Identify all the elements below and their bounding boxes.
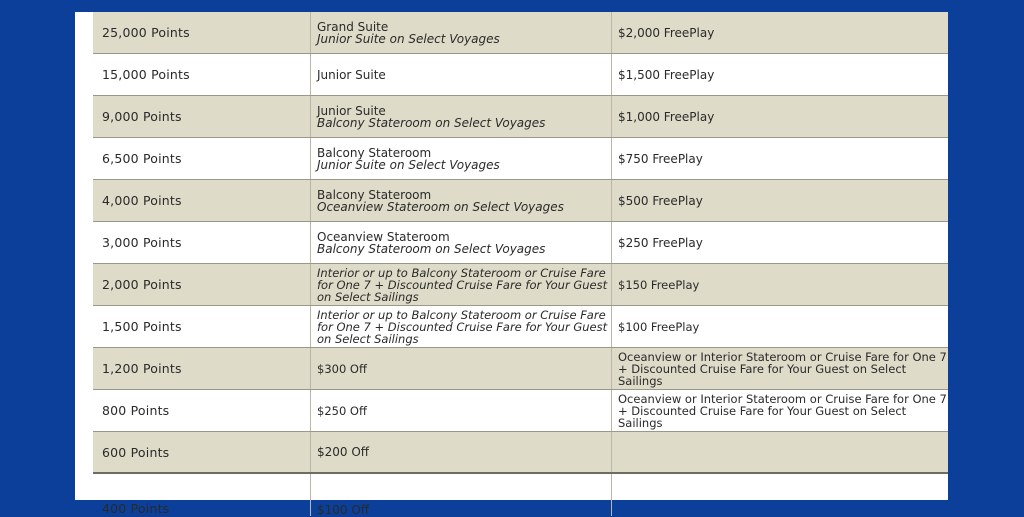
points-cell: 15,000 Points	[102, 67, 190, 82]
room-cell: Oceanview Stateroom Balcony Stateroom on Select Voyages	[310, 222, 611, 263]
freeplay-cell: $500 FreePlay	[611, 180, 948, 221]
table-row	[93, 474, 948, 516]
freeplay-cell: $100 FreePlay	[611, 306, 948, 347]
points-cell: 1,200 Points	[102, 361, 182, 376]
points-cell: 800 Points	[102, 403, 170, 418]
table-row	[93, 54, 948, 96]
room-cell: $100 Off	[310, 474, 611, 516]
room-cell: $200 Off	[310, 432, 611, 472]
table-row	[93, 432, 948, 474]
points-cell: 3,000 Points	[102, 235, 182, 250]
points-cell: 25,000 Points	[102, 25, 190, 40]
freeplay-cell	[611, 474, 948, 516]
table-row	[93, 306, 948, 348]
points-cell: 400 Points	[102, 501, 170, 516]
points-cell: 9,000 Points	[102, 109, 182, 124]
freeplay-cell: $250 FreePlay	[611, 222, 948, 263]
room-cell: Interior or up to Balcony Stateroom or Cruise Fare for One 7 + Discounted Cruise Fare for Your Guest on Select Sailings	[310, 264, 611, 305]
freeplay-cell: Oceanview or Interior Stateroom or Cruise Fare for One 7 + Discounted Cruise Fare for Your Guest on Select Sailings	[611, 390, 948, 431]
freeplay-cell	[611, 432, 948, 472]
room-cell: Balcony Stateroom Oceanview Stateroom on Select Voyages	[310, 180, 611, 221]
freeplay-cell: $750 FreePlay	[611, 138, 948, 179]
freeplay-cell: Oceanview or Interior Stateroom or Cruise Fare for One 7 + Discounted Cruise Fare for Your Guest on Select Sailings	[611, 348, 948, 389]
freeplay-cell: $150 FreePlay	[611, 264, 948, 305]
table-row	[93, 96, 948, 138]
freeplay-cell: $1,500 FreePlay	[611, 54, 948, 95]
table-row	[93, 180, 948, 222]
document-frame	[75, 12, 948, 517]
freeplay-cell: $1,000 FreePlay	[611, 96, 948, 137]
room-cell: Grand Suite Junior Suite on Select Voyages	[310, 12, 611, 53]
room-cell: Junior Suite Balcony Stateroom on Select Voyages	[310, 96, 611, 137]
points-cell: 600 Points	[102, 444, 170, 460]
points-cell: 1,500 Points	[102, 319, 182, 334]
table-row	[93, 222, 948, 264]
room-cell: Junior Suite	[310, 54, 611, 95]
table-row	[93, 348, 948, 390]
table-row	[93, 264, 948, 306]
room-cell: Interior or up to Balcony Stateroom or Cruise Fare for One 7 + Discounted Cruise Fare for Your Guest on Select Sailings	[310, 306, 611, 347]
rewards-table	[93, 12, 948, 516]
freeplay-cell: $2,000 FreePlay	[611, 12, 948, 53]
table-row	[93, 138, 948, 180]
room-cell: $250 Off	[310, 390, 611, 431]
room-cell: $300 Off	[310, 348, 611, 389]
room-cell: Balcony Stateroom Junior Suite on Select Voyages	[310, 138, 611, 179]
table-row	[93, 390, 948, 432]
table-row	[93, 12, 948, 54]
points-cell: 2,000 Points	[102, 277, 182, 292]
points-cell: 4,000 Points	[102, 193, 182, 208]
points-cell: 6,500 Points	[102, 151, 182, 166]
